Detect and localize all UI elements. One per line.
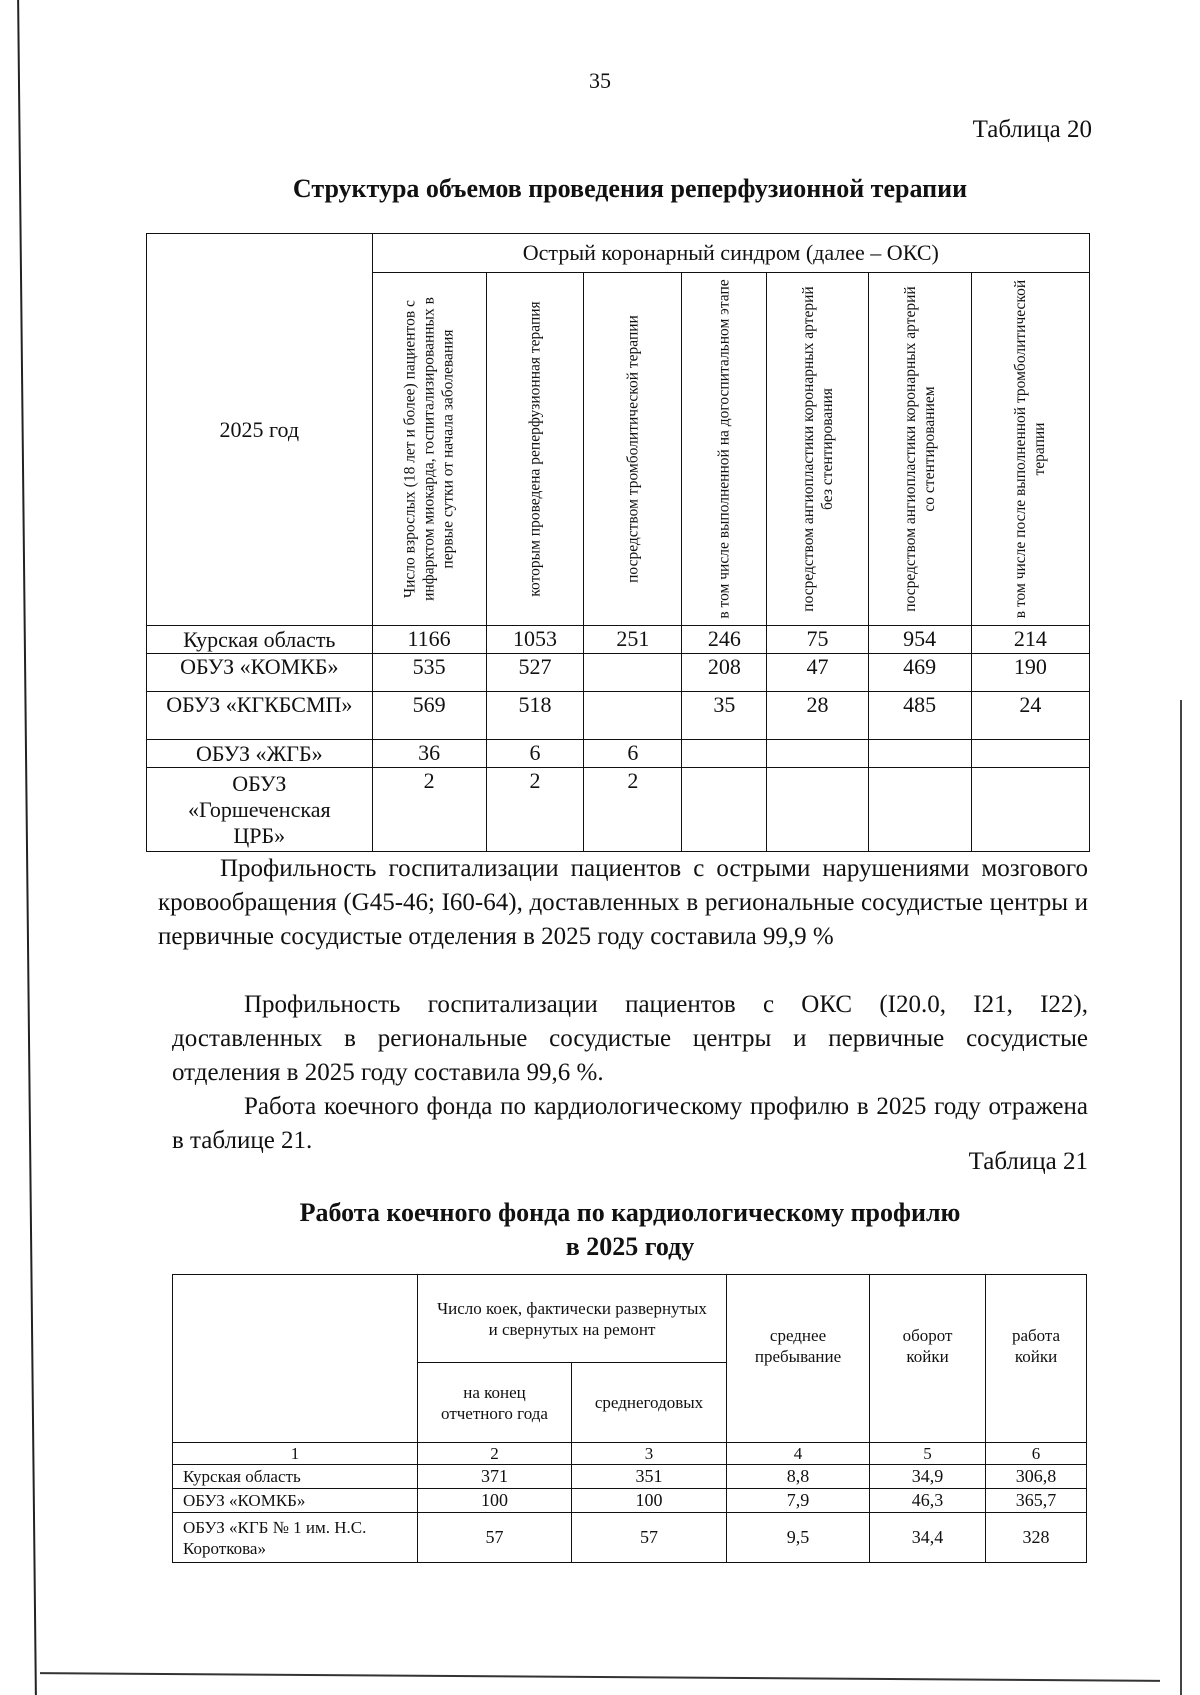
table-cell: 34,4	[870, 1513, 986, 1563]
table-20-label: Таблица 20	[972, 116, 1092, 143]
table-cell: 527	[486, 654, 584, 692]
table-cell: 6	[986, 1443, 1087, 1465]
page-edge-right	[1180, 700, 1182, 1695]
table-cell	[584, 692, 682, 740]
paragraph: Работа коечного фонда по кардиологическому профилю в 2025 году отражена в таблице 21.	[172, 1093, 1088, 1154]
table-cell: 36	[372, 740, 486, 768]
table-row	[147, 654, 1090, 692]
table-cell: 535	[372, 654, 486, 692]
table-20-title: Структура объемов проведения реперфузионной терапии	[292, 174, 968, 203]
table-cell: 2	[418, 1443, 572, 1465]
table-21-sub-header: среднегодовых	[572, 1363, 727, 1443]
table-cell	[868, 740, 971, 768]
table-cell: 2	[584, 768, 682, 852]
table-20-row-name: ОБУЗ «КГКБСМП»	[147, 692, 373, 740]
table-cell: 75	[767, 626, 868, 654]
table-20-row-header: 2025 год	[147, 234, 373, 626]
page-number: 35	[589, 68, 611, 93]
table-20-group-header: Острый коронарный синдром (далее – ОКС)	[372, 234, 1089, 273]
table-row	[173, 1489, 1087, 1513]
table-cell: 954	[868, 626, 971, 654]
table-20-col-header	[584, 273, 682, 626]
table-cell: 251	[584, 626, 682, 654]
table-row	[173, 1443, 1087, 1465]
table-21-row-name: ОБУЗ «КОМКБ»	[173, 1489, 418, 1513]
table-cell	[767, 768, 868, 852]
table-cell: 371	[418, 1465, 572, 1489]
table-20-col-header-text: посредством ангиопластики коронарных артерий без стентирования	[799, 286, 836, 612]
table-cell	[971, 768, 1089, 852]
table-cell	[682, 768, 767, 852]
table-cell: 2	[372, 768, 486, 852]
table-cell: 8,8	[727, 1465, 870, 1489]
table-cell: 1166	[372, 626, 486, 654]
table-20-row-name: Курская область	[147, 626, 373, 654]
table-21-row-name: ОБУЗ «КГБ № 1 им. Н.С. Короткова»	[173, 1513, 418, 1563]
table-cell: 5	[870, 1443, 986, 1465]
table-cell: 6	[486, 740, 584, 768]
table-cell: 190	[971, 654, 1089, 692]
table-20-col-header-text: в том числе после выполненной тромболитической терапии	[1012, 279, 1049, 619]
table-cell: 7,9	[727, 1489, 870, 1513]
table-row	[173, 1465, 1087, 1489]
table-cell: 3	[572, 1443, 727, 1465]
table-21-group-header: Число коек, фактически развернутых и свернутых на ремонт	[418, 1275, 727, 1363]
table-20-col-header-text: которым проведена реперфузионная терапия	[526, 301, 544, 597]
table-cell: 306,8	[986, 1465, 1087, 1489]
table-cell	[767, 740, 868, 768]
table-21-corner	[173, 1275, 418, 1443]
table-20-col-header-text: посредством тромболитической терапии	[624, 315, 642, 583]
table-21-sub-header: на конец отчетного года	[418, 1363, 572, 1443]
table-cell: 1053	[486, 626, 584, 654]
table-20-col-header	[767, 273, 868, 626]
table-20-col-header	[868, 273, 971, 626]
table-cell: 28	[767, 692, 868, 740]
table-21-title	[90, 1196, 1170, 1264]
table-row	[173, 1513, 1087, 1563]
table-20-col-header	[682, 273, 767, 626]
table-cell: 6	[584, 740, 682, 768]
table-21-col-header: работа койки	[986, 1275, 1087, 1443]
table-20-col-header-text: посредством ангиопластики коронарных артерий со стентированием	[901, 286, 938, 612]
table-cell	[682, 740, 767, 768]
table-cell: 2	[486, 768, 584, 852]
table-20-row-name: ОБУЗ «КОМКБ»	[147, 654, 373, 692]
table-cell: 46,3	[870, 1489, 986, 1513]
table-cell: 518	[486, 692, 584, 740]
table-20-col-header	[486, 273, 584, 626]
table-cell	[584, 654, 682, 692]
table-20-col-header	[372, 273, 486, 626]
page-edge-bottom	[40, 1672, 1160, 1682]
table-cell: 57	[572, 1513, 727, 1563]
table-20-col-header-text: Число взрослых (18 лет и более) пациентов с инфарктом миокарда, госпитализированных в первые сутки от начала заболевания	[401, 297, 457, 601]
table-cell: 1	[173, 1443, 418, 1465]
table-cell: 100	[418, 1489, 572, 1513]
table-21-col-header: среднее пребывание	[727, 1275, 870, 1443]
table-cell	[868, 768, 971, 852]
table-cell: 47	[767, 654, 868, 692]
table-cell: 35	[682, 692, 767, 740]
table-cell: 208	[682, 654, 767, 692]
table-cell: 24	[971, 692, 1089, 740]
table-21-row-name: Курская область	[173, 1465, 418, 1489]
table-21-label: Таблица 21	[968, 1148, 1088, 1175]
table-cell: 569	[372, 692, 486, 740]
table-cell: 100	[572, 1489, 727, 1513]
table-cell: 34,9	[870, 1465, 986, 1489]
table-21-title-line: в 2025 году	[565, 1232, 695, 1261]
table-cell: 469	[868, 654, 971, 692]
table-20-row-name: ОБУЗ «ЖГБ»	[147, 740, 373, 768]
table-cell: 246	[682, 626, 767, 654]
table-cell: 214	[971, 626, 1089, 654]
table-cell: 351	[572, 1465, 727, 1489]
table-cell: 485	[868, 692, 971, 740]
table-row	[147, 740, 1090, 768]
table-cell: 4	[727, 1443, 870, 1465]
table-20-col-header-text: в том числе выполненной на догоспитальном этапе	[715, 279, 733, 619]
table-20-col-header	[971, 273, 1089, 626]
table-20-row-name: ОБУЗ «Горшеченская ЦРБ»	[147, 768, 373, 852]
table-20	[146, 233, 1090, 852]
table-cell: 9,5	[727, 1513, 870, 1563]
paragraph: Профильность госпитализации пациентов с острыми нарушениями мозгового кровообращения (G45-46; I60-64), доставленных в региональные сосудистые центры и первичные сосудистые отделения в 2025 году составила 99,9 %	[158, 855, 1088, 950]
table-row	[147, 768, 1090, 852]
table-21	[172, 1274, 1087, 1563]
table-21-col-header: оборот койки	[870, 1275, 986, 1443]
table-21-title-line: Работа коечного фонда по кардиологическому профилю	[299, 1198, 961, 1227]
table-cell: 365,7	[986, 1489, 1087, 1513]
page-edge-left	[17, 0, 37, 1695]
table-cell: 328	[986, 1513, 1087, 1563]
table-cell: 57	[418, 1513, 572, 1563]
table-row	[147, 692, 1090, 740]
table-cell	[971, 740, 1089, 768]
paragraph: Профильность госпитализации пациентов с ОКС (I20.0, I21, I22), доставленных в региональные сосудистые центры и первичные сосудистые отделения в 2025 году составила 99,6 %.	[172, 991, 1088, 1086]
table-row	[147, 626, 1090, 654]
